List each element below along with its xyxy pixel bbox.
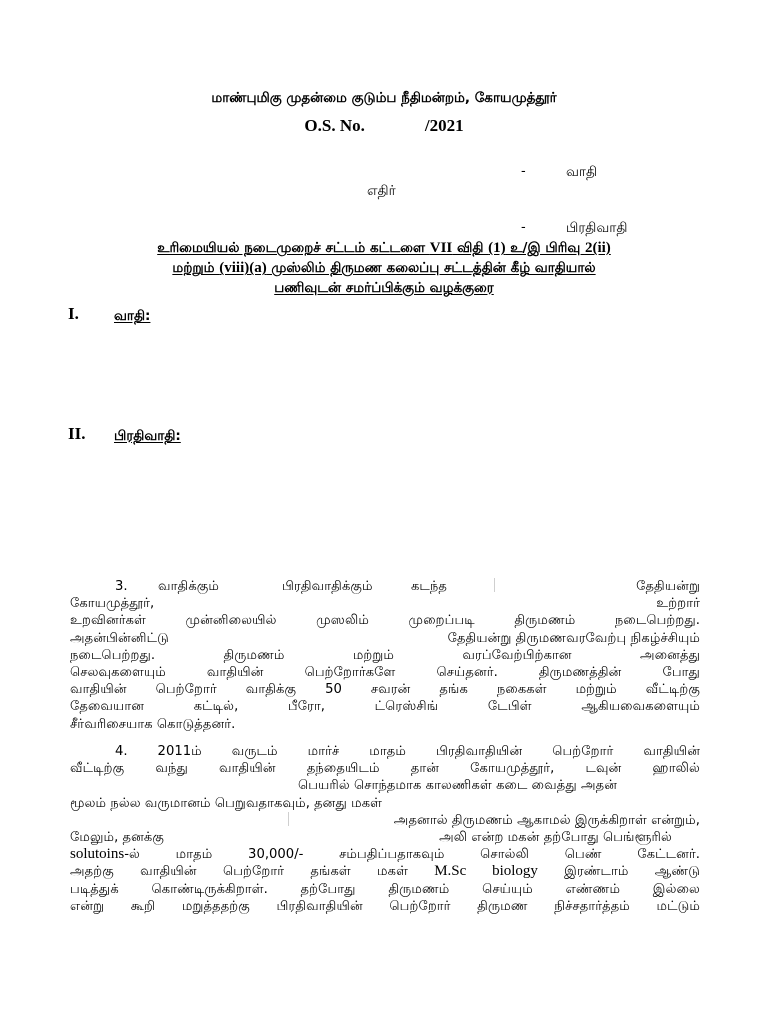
section-2-label: பிரதிவாதி: [114, 428, 181, 444]
para3-line-3: உறவினர்கள் முன்னிலையில் முஸலிம் முறைப்படி திருமணம் நடைபெற்றது. [70, 613, 700, 629]
para4-line-10: என்று கூறி மறுத்ததற்கு பிரதிவாதியின் பெற்றோர் திருமண நிச்சதார்த்தம் மட்டும் [70, 898, 700, 914]
para3-line-1: 3. வாதிக்கும் பிரதிவாதிக்கும் கடந்த தேதியன்று [115, 579, 700, 594]
para3-line-4: அதன்பின்னிட்டு தேதியன்று திருமணவரவேற்பு நிகழ்ச்சியும் [70, 630, 700, 646]
plaint-heading-line-3: பணிவுடன் சமர்ப்பிக்கும் வழக்குரை [274, 280, 494, 296]
case-number [0, 116, 768, 136]
plaint-heading-line-2: மற்றும் (viii)(a) முஸ்லிம் திருமண கலைப்பு சட்டத்தின் கீழ் வாதியால் [172, 260, 596, 276]
plaintiff-role: வாதி [566, 164, 598, 180]
para4-line-2: வீட்டிற்கு வந்து வாதியின் தந்தையிடம் தான் கோயமுத்தூர், டவுன் ஹாலில் [70, 761, 700, 777]
para3-line-5: நடைபெற்றது. திருமணம் மற்றும் வரப்வேற்பிற்கான அனைத்து [70, 647, 700, 663]
para4-line-4: மூலம் நல்ல வருமானம் பெறுவதாகவும், தனது மகள் [70, 795, 383, 811]
para3-line-6: செலவுகளையும் வாதியின் பெற்றோர்களே செய்தனர். திருமணத்தின் போது [70, 664, 700, 680]
section-1-label: வாதி: [114, 308, 151, 324]
paragraph-4 [70, 743, 700, 915]
para4-line-1: 4. 2011ம் வருடம் மார்ச் மாதம் பிரதிவாதியின் பெற்றோர் வாதியின் [115, 744, 700, 759]
para4-line-3: பெயரில் சொந்தமாக காலணிகள் கடை வைத்து அதன் [298, 778, 618, 794]
para4-line-6: மேலும், தனக்கு அலி என்ற மகன் தற்போது பெங்ளூரில் [70, 829, 672, 845]
defendant-dash: - [521, 220, 526, 235]
para3-line-7: வாதியின் பெற்றோர் வாதிக்கு 50 சவரன் தங்க நகைகள் மற்றும் வீட்டிற்கு [70, 682, 700, 698]
plaintiff-dash: - [521, 164, 526, 179]
section-1-number: I. [68, 304, 79, 323]
plaint-heading-line-1: உரிமையியல் நடைமுறைச் சட்டம் கட்டளை VII விதி (1) உ/இ பிரிவு 2(ii) [157, 240, 611, 256]
para4-line-7: solutoins-ல் மாதம் 30,000/- சம்பதிப்பதாகவும் சொல்லி பெண் கேட்டனர். [70, 846, 700, 863]
para4-line-5: அதனால் திருமணம் ஆகாமல் இருக்கிறாள் என்றும், [70, 812, 700, 829]
paragraph-3 [70, 578, 700, 733]
para4-line-9: படித்துக் கொண்டிருக்கிறாள். தற்போது திருமணம் செய்யும் எண்ணம் இல்லை [70, 881, 700, 897]
defendant-role: பிரதிவாதி [566, 220, 628, 236]
para4-line-8: அதற்கு வாதியின் பெற்றோர் தங்கள் மகள் M.Sc biology இரண்டாம் ஆண்டு [70, 863, 700, 880]
court-name: மாண்புமிகு முதன்மை குடும்ப நீதிமன்றம், கோயமுத்தூர் [211, 90, 557, 106]
para3-line-9: சீர்வரிசையாக கொடுத்தனர். [70, 716, 236, 732]
para3-line-8: தேவையான கட்டில், பீரோ, ட்ரெஸ்சிங் டேபிள் ஆகியவைகளையும் [70, 699, 700, 715]
versus-label: எதிர் [367, 183, 396, 199]
para3-line-2: கோயமுத்தூர், உற்றார் [70, 596, 700, 612]
case-label: O.S. No. [304, 116, 365, 135]
case-year: /2021 [424, 116, 464, 135]
section-2-number: II. [68, 424, 86, 443]
